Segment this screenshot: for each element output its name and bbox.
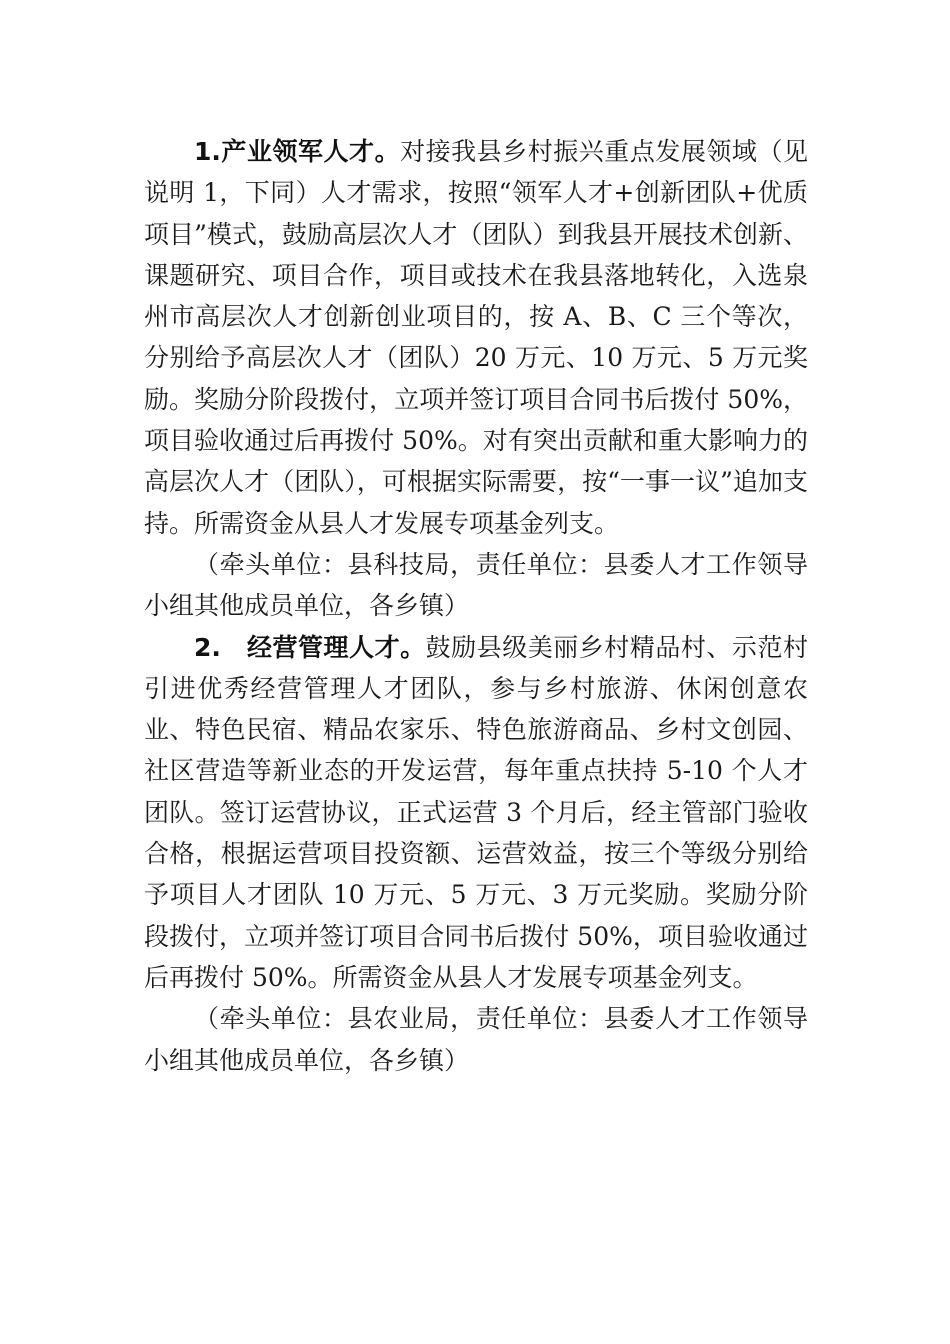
section-1-title: 产业领军人才。	[220, 137, 401, 166]
document-body	[144, 131, 808, 1081]
section-2-heading	[194, 633, 426, 662]
section-1-responsibility: （牵头单位：县科技局，责任单位：县委人才工作领导小组其他成员单位，各乡镇）	[144, 549, 808, 621]
section-2-responsibility: （牵头单位：县农业局，责任单位：县委人才工作领导小组其他成员单位，各乡镇）	[144, 1004, 808, 1075]
section-2-paragraph	[144, 627, 808, 999]
section-1-paragraph	[144, 131, 808, 544]
section-1-body: 对接我县乡村振兴重点发展领域（见说明 1，下同）人才需求，按照“领军人才+创新团队+优质项目”模式，鼓励高层次人才（团队）到我县开展技术创新、课题研究、项目合作，项目或技术在我县落地转化，入选泉州市高层次人才创新创业项目的，按 A、B、C 三个等次，分别给予高层次人才（团队）20 万元、10 万元、5 万元奖励。奖励分阶段拨付，立项并签订项目合同书后拨付 50%，项目验收通过后再拨付 50%。对有突出贡献和重大影响力的高层次人才（团队），可根据实际需要，按“一事一议”追加支持。所需资金从县人才发展专项基金列支。	[144, 137, 808, 538]
section-1-heading	[194, 137, 400, 166]
section-2-body: 鼓励县级美丽乡村精品村、示范村引进优秀经营管理人才团队，参与乡村旅游、休闲创意农业、特色民宿、精品农家乐、特色旅游商品、乡村文创园、社区营造等新业态的开发运营，每年重点扶持 5-10 个人才团队。签订运营协议，正式运营 3 个月后，经主管部门验收合格，根据运营项目投资额、运营效益，按三个等级分别给予项目人才团队 10 万元、5 万元、3 万元奖励。奖励分阶段拨付，立项并签订项目合同书后拨付 50%，项目验收通过后再拨付 50%。所需资金从县人才发展专项基金列支。	[144, 632, 808, 992]
section-2-title: 经营管理人才。	[246, 632, 426, 662]
section-2-number: 2.	[194, 632, 247, 662]
section-1-number: 1.	[194, 137, 221, 166]
